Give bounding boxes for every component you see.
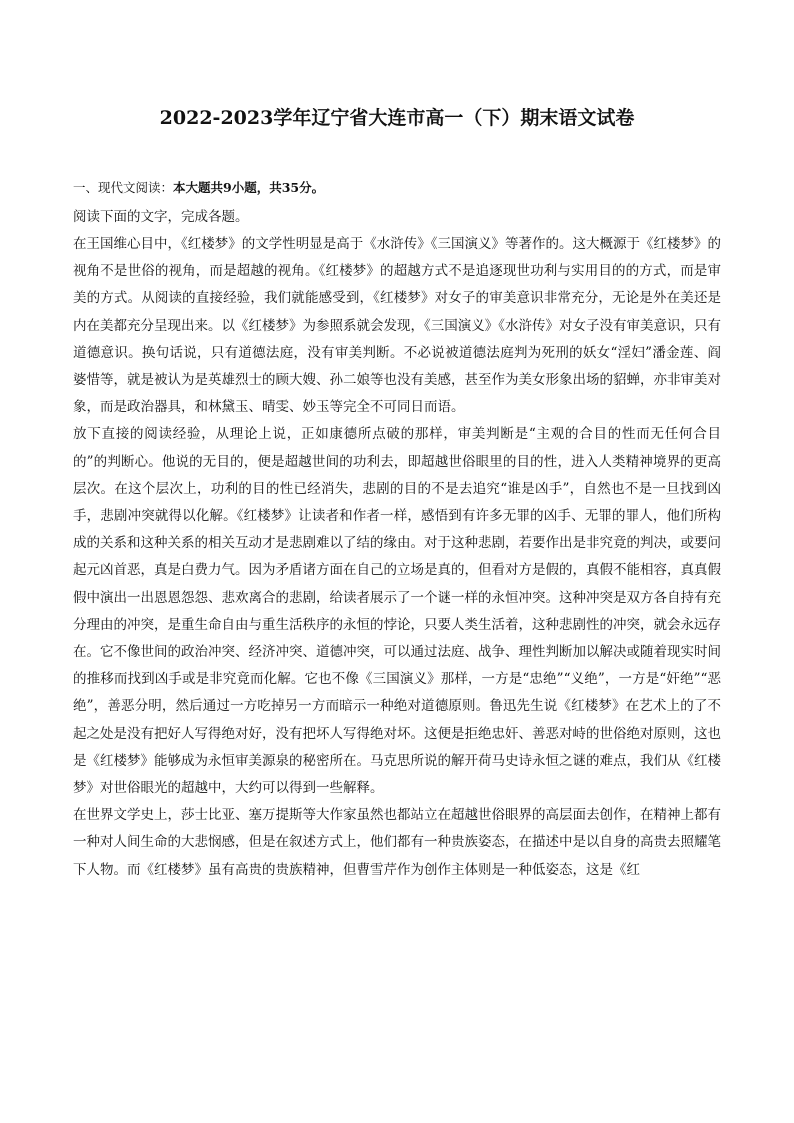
section-heading-prefix: 一、现代文阅读： (73, 180, 174, 195)
passage-paragraph-3: 在世界文学史上，莎士比亚、塞万提斯等大作家虽然也都站立在超越世俗眼界的高层面去创作，在精神上都有一种对人间生命的大悲悯感，但是在叙述方式上，他们都有一种贵族姿态，在描述中是以自身的高贵去照耀笔下人物。而《红楼梦》虽有高贵的贵族精神，但曹雪芹作为创作主体则是一种低姿态，这是《红 (73, 807, 721, 878)
passage-paragraph-2: 放下直接的阅读经验，从理论上说，正如康德所点破的那样，审美判断是“主观的合目的性而无任何合目的”的判断心。他说的无目的，便是超越世间的功利去，即超越世俗眼里的目的性，进入人类精神境界的更高层次。在这个层次上，功利的目的性已经消失，悲剧的目的不是去追究“谁是凶手”，自然也不是一旦找到凶手，悲剧冲突就得以化解。《红楼梦》让读者和作者一样，感悟到有许多无罪的凶手、无罪的罪人，他们所构成的关系和这种关系的相关互动才是悲剧难以了结的缘由。对于这种悲剧，若要作出是非究竟的判决，或要问起元凶首恶，真是白费力气。因为矛盾诸方面在自己的立场是真的，但看对方是假的，真假不能相容，真真假假中演出一出恩恩怨怨、悲欢离合的悲剧，给读者展示了一个谜一样的永恒冲突。这种冲突是双方各自持有充分理由的冲突，是重生命自由与重生活秩序的永恒的悖论，只要人类生活着，这种悲剧性的冲突，就会永远存在。它不像世间的政治冲突、经济冲突、道德冲突，可以通过法庭、战争、理性判断加以解决或随着现实时间的推移而找到凶手或是非究竟而化解。它也不像《三国演义》那样，一方是“忠绝”“义绝”，一方是“奸绝”“恶绝”，善恶分明，然后通过一方吃掉另一方而暗示一种绝对道德原则。鲁迅先生说《红楼梦》在艺术上的了不起之处是没有把好人写得绝对好，没有把坏人写得绝对坏。这便是拒绝忠奸、善恶对峙的世俗绝对原则，这也是《红楼梦》能够成为永恒审美源泉的秘密所在。马克思所说的解开荷马史诗永恒之谜的难点，我们从《红楼梦》对世俗眼光的超越中，大约可以得到一些解释。 (73, 426, 721, 797)
section-heading-description: 本大题共9小题，共35分。 (173, 180, 325, 195)
passage-paragraph-1: 在王国维心目中，《红楼梦》的文学性明显是高于《水浒传》《三国演义》等著作的。这大概源于《红楼梦》的视角不是世俗的视角，而是超越的视角。《红楼梦》的超越方式不是追逐现世功利与实用目的的方式，而是审美的方式。从阅读的直接经验，我们就能感受到，《红楼梦》对女子的审美意识非常充分，无论是外在美还是内在美都充分呈现出来。以《红楼梦》为参照系就会发现，《三国演义》《水浒传》对女子没有审美意识，只有道德意识。换句话说，只有道德法庭，没有审美判断。不必说被道德法庭判为死刑的妖女“淫妇”潘金莲、阎婆惜等，就是被认为是英雄烈士的顾大嫂、孙二娘等也没有美感，甚至作为美女形象出场的貂蝉，亦非审美对象，而是政治器具，和林黛玉、晴雯、妙玉等完全不可同日而语。 (73, 236, 721, 416)
section-heading (73, 177, 721, 199)
document-title: 2022-2023学年辽宁省大连市高一（下）期末语文试卷 (159, 107, 635, 129)
reading-instruction: 阅读下面的文字，完成各题。 (73, 209, 249, 225)
